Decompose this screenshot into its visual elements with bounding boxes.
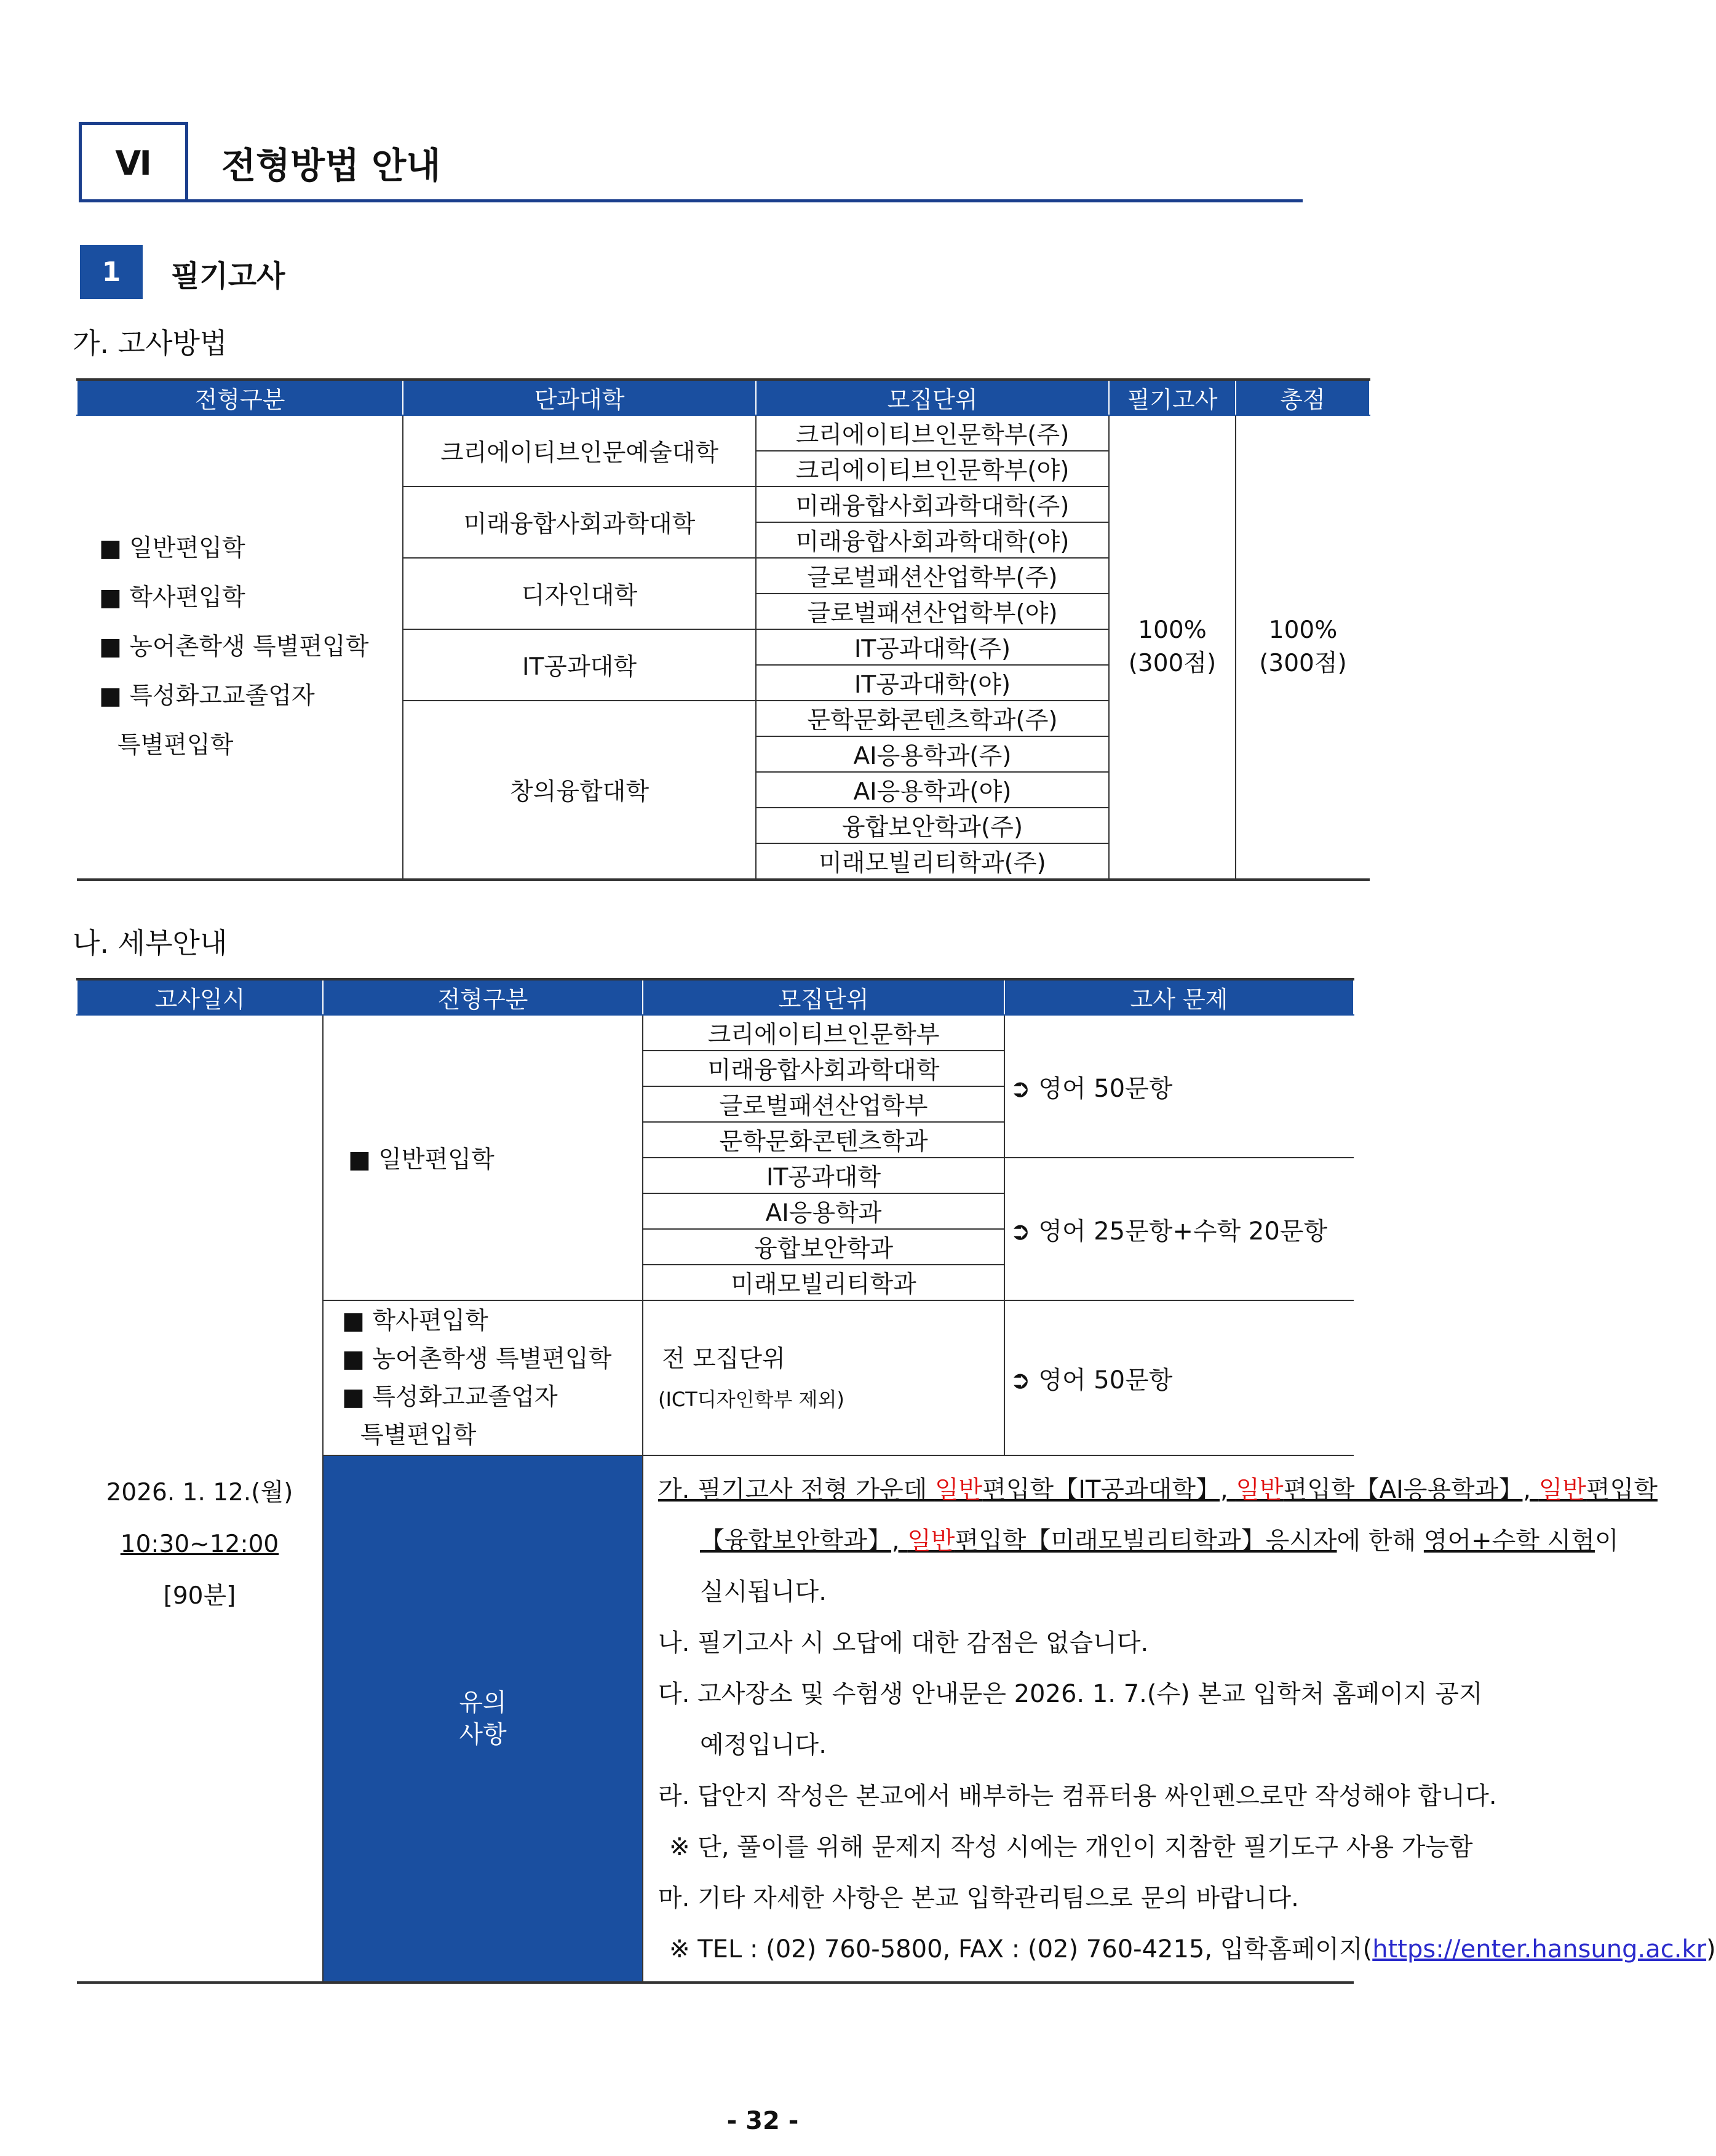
header-category: 전형구분 — [323, 979, 643, 1015]
general-transfer: ■ 일반편입학 — [323, 1015, 643, 1300]
notes-label-line: 사항 — [459, 1720, 507, 1749]
header-category: 전형구분 — [77, 380, 403, 415]
category-item: 특별편입학 — [117, 731, 234, 759]
unit-cell: IT공과대학(야) — [756, 665, 1109, 701]
category-item: ■ 학사편입학 — [342, 1307, 488, 1335]
section-number: 1 — [80, 245, 143, 299]
note-item: ※ 단, 풀이를 위해 문제지 작성 시에는 개인이 지참한 필기도구 사용 가능함 — [669, 1833, 1473, 1861]
exam-method-table — [76, 378, 1370, 881]
unit-cell: AI응용학과(야) — [756, 772, 1109, 808]
unit-cell: 크리에이티브인문학부 — [643, 1015, 1004, 1051]
total-ratio — [1236, 415, 1370, 880]
notes-label-line: 유의 — [459, 1689, 507, 1717]
header-unit: 모집단위 — [643, 979, 1004, 1015]
college-name: 미래융합사회과학대학 — [403, 487, 756, 558]
category-item: ■ 농어촌학생 특별편입학 — [99, 633, 369, 661]
unit-cell: 미래융합사회과학대학(야) — [756, 522, 1109, 558]
header-problems: 고사 문제 — [1004, 979, 1354, 1015]
exam-details-table — [76, 978, 1716, 1984]
category-item: ■ 일반편입학 — [99, 535, 245, 562]
category-list — [77, 415, 403, 880]
note-item: 예정입니다. — [700, 1731, 827, 1759]
other-transfers — [323, 1300, 643, 1455]
category-item: ■ 특성화고교졸업자 — [99, 682, 315, 710]
chapter-number: Ⅵ — [79, 122, 188, 202]
unit-cell: 융합보안학과 — [643, 1229, 1004, 1265]
unit-cell: 문학문화콘텐츠학과 — [643, 1122, 1004, 1158]
method-subtitle: 가. 고사방법 — [73, 327, 228, 360]
college-name: 창의융합대학 — [403, 701, 756, 880]
header-total: 총점 — [1236, 380, 1370, 415]
unit-cell: 글로벌패션산업학부(주) — [756, 558, 1109, 594]
written-points: (300점) — [1128, 649, 1217, 677]
notes-content — [643, 1455, 1716, 1983]
college-name: IT공과대학 — [403, 629, 756, 701]
header-written: 필기고사 — [1109, 380, 1236, 415]
unit-cell: 융합보안학과(주) — [756, 808, 1109, 843]
unit-cell: 글로벌패션산업학부 — [643, 1086, 1004, 1122]
category-item: ■ 특성화고교졸업자 — [342, 1383, 558, 1411]
unit-cell: AI응용학과(주) — [756, 736, 1109, 772]
all-units — [643, 1300, 1004, 1455]
written-percent: 100% — [1138, 616, 1207, 644]
total-points: (300점) — [1259, 649, 1347, 677]
note-item: 나. 필기고사 시 오답에 대한 감점은 없습니다. — [658, 1629, 1149, 1657]
unit-cell: 미래융합사회과학대학 — [643, 1051, 1004, 1086]
contact-line: ※ TEL : (02) 760-5800, FAX : (02) 760-4215, 입학홈페이지(https://enter.hansung.ac.kr) — [669, 1935, 1716, 1963]
note-item: 실시됩니다. — [700, 1578, 827, 1606]
unit-cell: 글로벌패션산업학부(야) — [756, 594, 1109, 629]
college-name: 크리에이티브인문예술대학 — [403, 415, 756, 487]
exam-date: 2026. 1. 12.(월) — [106, 1479, 293, 1506]
header-unit: 모집단위 — [756, 380, 1109, 415]
unit-cell: AI응용학과 — [643, 1193, 1004, 1229]
section-title: 필기고사 — [171, 259, 285, 293]
problem-english-50: ➲ 영어 50문항 — [1004, 1015, 1354, 1158]
unit-cell: 미래모빌리티학과(주) — [756, 843, 1109, 880]
problem-english-50-others: ➲ 영어 50문항 — [1004, 1300, 1354, 1455]
table-header-row — [77, 979, 1354, 1015]
table-row — [77, 1015, 1354, 1051]
unit-cell: 미래융합사회과학대학(주) — [756, 487, 1109, 522]
note-item: 라. 답안지 작성은 본교에서 배부하는 컴퓨터용 싸인펜으로만 작성해야 합니다. — [658, 1782, 1497, 1810]
all-units-label: 전 모집단위 — [662, 1345, 785, 1373]
exam-datetime — [77, 1015, 323, 1983]
unit-cell: IT공과대학(주) — [756, 629, 1109, 665]
admission-homepage-link[interactable]: https://enter.hansung.ac.kr — [1372, 1935, 1707, 1963]
chapter-underline — [79, 199, 1303, 202]
table-row — [77, 415, 1370, 451]
note-item: 【융합보안학과】, 일반편입학【미래모빌리티학과】응시자에 한해 영어+수학 시험이 — [700, 1527, 1619, 1555]
unit-cell: 크리에이티브인문학부(야) — [756, 451, 1109, 487]
note-item: 다. 고사장소 및 수험생 안내문은 2026. 1. 7.(수) 본교 입학처 홈페이지 공지 — [658, 1680, 1483, 1708]
exam-time: 10:30~12:00 — [120, 1530, 279, 1558]
unit-cell: IT공과대학 — [643, 1158, 1004, 1193]
unit-cell: 문학문화콘텐츠학과(주) — [756, 701, 1109, 736]
exam-duration: [90분] — [163, 1582, 236, 1610]
unit-cell: 미래모빌리티학과 — [643, 1265, 1004, 1300]
unit-cell: 크리에이티브인문학부(주) — [756, 415, 1109, 451]
category-item: ■ 학사편입학 — [99, 584, 245, 611]
header-datetime: 고사일시 — [77, 979, 323, 1015]
all-units-note: (ICT디자인학부 제외) — [658, 1388, 844, 1411]
note-item: 마. 기타 자세한 사항은 본교 입학관리팀으로 문의 바랍니다. — [658, 1884, 1299, 1912]
chapter-title: 전형방법 안내 — [221, 145, 441, 186]
header-college: 단과대학 — [403, 380, 756, 415]
category-item: ■ 농어촌학생 특별편입학 — [342, 1345, 612, 1373]
total-percent: 100% — [1268, 616, 1338, 644]
details-subtitle: 나. 세부안내 — [73, 926, 228, 960]
table-header-row — [77, 380, 1370, 415]
notes-label — [323, 1455, 643, 1983]
note-item: 가. 필기고사 전형 가운데 일반편입학【IT공과대학】, 일반편입학【AI응용학과】, 일반편입학 — [658, 1476, 1658, 1504]
page-number: - 32 - — [726, 2107, 799, 2135]
category-item: 특별편입학 — [360, 1422, 477, 1449]
college-name: 디자인대학 — [403, 558, 756, 629]
problem-english-math: ➲ 영어 25문항+수학 20문항 — [1004, 1158, 1354, 1300]
written-ratio — [1109, 415, 1236, 880]
